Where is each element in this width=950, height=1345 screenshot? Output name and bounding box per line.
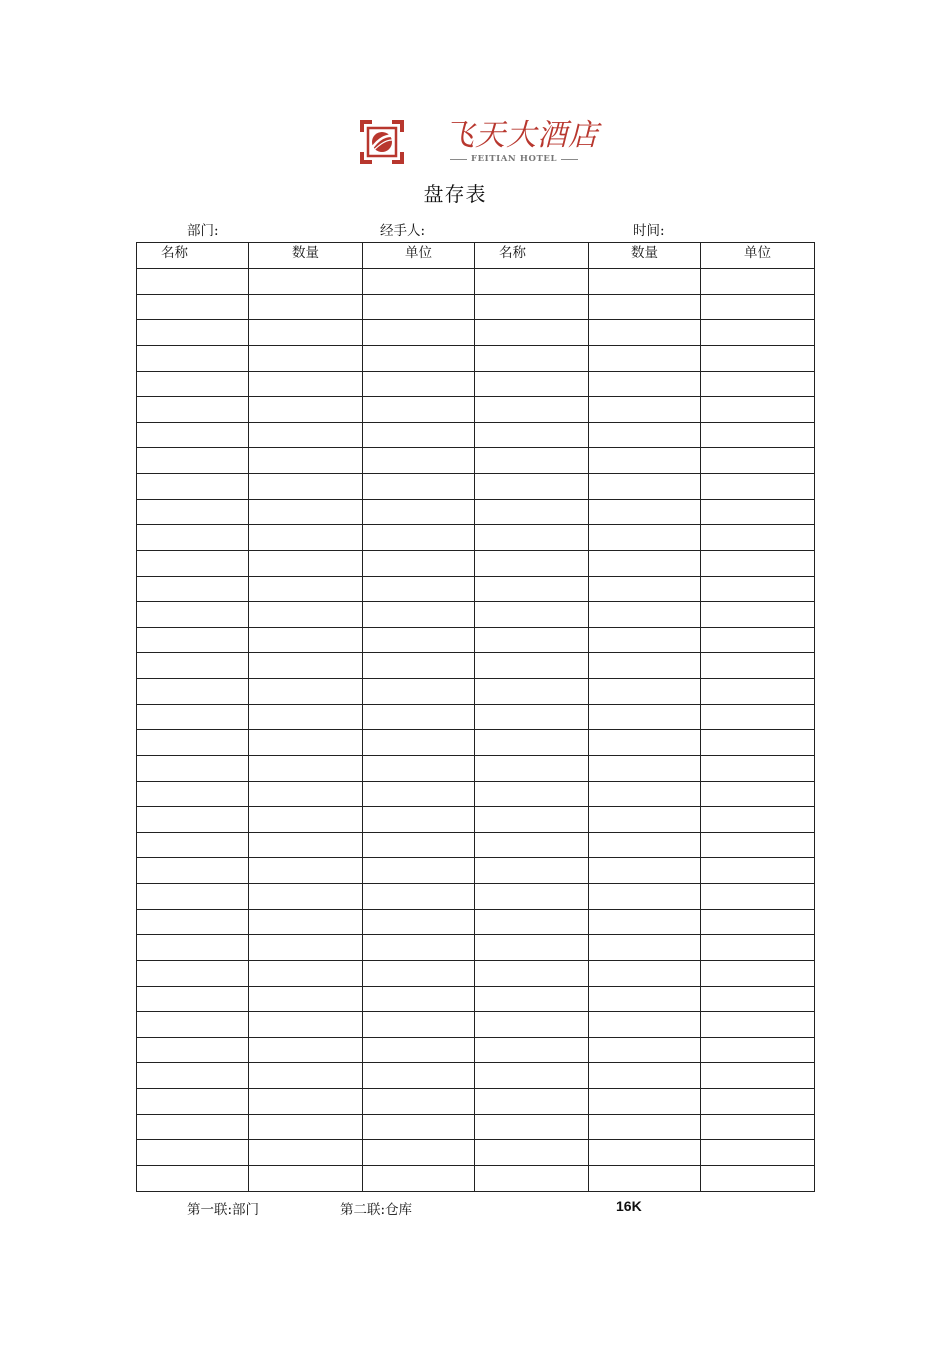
table-cell[interactable] xyxy=(589,755,701,781)
table-cell[interactable] xyxy=(475,909,589,935)
table-cell[interactable] xyxy=(589,704,701,730)
table-cell[interactable] xyxy=(249,755,363,781)
table-cell[interactable] xyxy=(137,935,249,961)
table-cell[interactable] xyxy=(475,269,589,295)
table-header-row xyxy=(137,243,815,269)
table-cell[interactable] xyxy=(475,884,589,910)
table-cell[interactable] xyxy=(137,1140,249,1166)
table-cell[interactable] xyxy=(701,1114,815,1140)
table-cell[interactable] xyxy=(701,909,815,935)
table-row xyxy=(137,576,815,602)
table-cell[interactable] xyxy=(363,832,475,858)
table-cell[interactable] xyxy=(249,397,363,423)
table-cell[interactable] xyxy=(475,1165,589,1191)
table-cell[interactable] xyxy=(249,884,363,910)
table-cell[interactable] xyxy=(475,653,589,679)
table-cell[interactable] xyxy=(249,935,363,961)
table-cell[interactable] xyxy=(249,1165,363,1191)
table-cell[interactable] xyxy=(589,884,701,910)
table-cell[interactable] xyxy=(137,653,249,679)
table-cell[interactable] xyxy=(475,474,589,500)
table-cell[interactable] xyxy=(363,320,475,346)
table-row xyxy=(137,397,815,423)
table-cell[interactable] xyxy=(589,1037,701,1063)
table-cell[interactable] xyxy=(137,986,249,1012)
table-cell[interactable] xyxy=(363,1037,475,1063)
table-row xyxy=(137,602,815,628)
table-cell[interactable] xyxy=(249,1012,363,1038)
table-cell[interactable] xyxy=(249,960,363,986)
table-cell[interactable] xyxy=(475,807,589,833)
table-cell[interactable] xyxy=(249,807,363,833)
table-row xyxy=(137,704,815,730)
table-cell[interactable] xyxy=(137,1165,249,1191)
column-header-unit-2: 单位 xyxy=(701,243,815,269)
table-cell[interactable] xyxy=(475,1063,589,1089)
table-cell[interactable] xyxy=(701,269,815,295)
table-cell[interactable] xyxy=(701,474,815,500)
logo-rule-left xyxy=(450,159,467,160)
table-row xyxy=(137,1012,815,1038)
table-cell[interactable] xyxy=(137,679,249,705)
table-cell[interactable] xyxy=(701,1165,815,1191)
table-cell[interactable] xyxy=(589,294,701,320)
table-cell[interactable] xyxy=(701,499,815,525)
table-cell[interactable] xyxy=(137,960,249,986)
table-cell[interactable] xyxy=(363,858,475,884)
table-cell[interactable] xyxy=(363,653,475,679)
table-cell[interactable] xyxy=(249,1089,363,1115)
table-cell[interactable] xyxy=(701,1140,815,1166)
table-cell[interactable] xyxy=(475,448,589,474)
table-row xyxy=(137,858,815,884)
table-cell[interactable] xyxy=(589,474,701,500)
table-cell[interactable] xyxy=(475,320,589,346)
table-cell[interactable] xyxy=(589,371,701,397)
table-cell[interactable] xyxy=(589,1089,701,1115)
table-cell[interactable] xyxy=(363,550,475,576)
table-cell[interactable] xyxy=(137,345,249,371)
table-cell[interactable] xyxy=(701,294,815,320)
table-cell[interactable] xyxy=(701,960,815,986)
table-cell[interactable] xyxy=(701,679,815,705)
table-cell[interactable] xyxy=(363,499,475,525)
table-cell[interactable] xyxy=(363,781,475,807)
table-row xyxy=(137,474,815,500)
table-cell[interactable] xyxy=(137,269,249,295)
table-row xyxy=(137,448,815,474)
table-cell[interactable] xyxy=(589,345,701,371)
table-cell[interactable] xyxy=(589,781,701,807)
table-cell[interactable] xyxy=(475,627,589,653)
table-cell[interactable] xyxy=(137,884,249,910)
table-row xyxy=(137,679,815,705)
table-row xyxy=(137,320,815,346)
table-cell[interactable] xyxy=(475,550,589,576)
table-cell[interactable] xyxy=(701,1063,815,1089)
table-cell[interactable] xyxy=(363,1089,475,1115)
table-cell[interactable] xyxy=(589,269,701,295)
table-cell[interactable] xyxy=(249,499,363,525)
table-cell[interactable] xyxy=(137,525,249,551)
handler-label: 经手人: xyxy=(380,223,426,239)
table-cell[interactable] xyxy=(701,858,815,884)
table-cell[interactable] xyxy=(249,474,363,500)
table-cell[interactable] xyxy=(249,1037,363,1063)
table-cell[interactable] xyxy=(363,474,475,500)
table-row xyxy=(137,1037,815,1063)
table-cell[interactable] xyxy=(589,320,701,346)
table-cell[interactable] xyxy=(363,1114,475,1140)
table-row xyxy=(137,653,815,679)
table-cell[interactable] xyxy=(701,935,815,961)
table-cell[interactable] xyxy=(589,627,701,653)
table-cell[interactable] xyxy=(475,1140,589,1166)
table-cell[interactable] xyxy=(475,755,589,781)
column-header-name-1: 名称 xyxy=(137,243,249,269)
table-row xyxy=(137,422,815,448)
table-row xyxy=(137,755,815,781)
table-cell[interactable] xyxy=(475,294,589,320)
table-cell[interactable] xyxy=(249,1140,363,1166)
table-cell[interactable] xyxy=(137,858,249,884)
table-cell[interactable] xyxy=(475,832,589,858)
table-cell[interactable] xyxy=(137,422,249,448)
table-cell[interactable] xyxy=(363,807,475,833)
table-cell[interactable] xyxy=(701,371,815,397)
table-cell[interactable] xyxy=(363,371,475,397)
department-label: 部门: xyxy=(187,223,219,239)
table-cell[interactable] xyxy=(475,1089,589,1115)
time-label: 时间: xyxy=(633,223,665,239)
table-cell[interactable] xyxy=(249,781,363,807)
table-cell[interactable] xyxy=(475,397,589,423)
paper-size-label: 16K xyxy=(616,1198,642,1214)
table-cell[interactable] xyxy=(589,832,701,858)
table-cell[interactable] xyxy=(475,858,589,884)
table-cell[interactable] xyxy=(701,397,815,423)
table-cell[interactable] xyxy=(589,499,701,525)
table-cell[interactable] xyxy=(589,730,701,756)
table-cell[interactable] xyxy=(137,550,249,576)
table-cell[interactable] xyxy=(137,397,249,423)
table-cell[interactable] xyxy=(589,960,701,986)
table-cell[interactable] xyxy=(701,576,815,602)
table-cell[interactable] xyxy=(363,627,475,653)
table-cell[interactable] xyxy=(363,704,475,730)
hotel-emblem-icon xyxy=(358,118,406,166)
table-cell[interactable] xyxy=(589,448,701,474)
table-cell[interactable] xyxy=(137,730,249,756)
table-cell[interactable] xyxy=(137,1012,249,1038)
table-cell[interactable] xyxy=(701,422,815,448)
footer-copy-2: 第二联:仓库 xyxy=(340,1202,413,1218)
table-cell[interactable] xyxy=(137,448,249,474)
table-cell[interactable] xyxy=(475,730,589,756)
table-cell[interactable] xyxy=(137,832,249,858)
table-cell[interactable] xyxy=(249,320,363,346)
table-cell[interactable] xyxy=(363,602,475,628)
table-cell[interactable] xyxy=(701,448,815,474)
table-cell[interactable] xyxy=(137,909,249,935)
table-cell[interactable] xyxy=(475,371,589,397)
table-cell[interactable] xyxy=(363,269,475,295)
table-cell[interactable] xyxy=(137,499,249,525)
table-cell[interactable] xyxy=(249,269,363,295)
table-cell[interactable] xyxy=(701,1012,815,1038)
table-cell[interactable] xyxy=(589,653,701,679)
table-cell[interactable] xyxy=(363,884,475,910)
table-cell[interactable] xyxy=(701,781,815,807)
table-cell[interactable] xyxy=(363,960,475,986)
table-cell[interactable] xyxy=(363,1012,475,1038)
table-cell[interactable] xyxy=(589,1012,701,1038)
column-header-qty-1: 数量 xyxy=(249,243,363,269)
table-row xyxy=(137,884,815,910)
table-cell[interactable] xyxy=(589,1114,701,1140)
table-cell[interactable] xyxy=(475,576,589,602)
table-cell[interactable] xyxy=(137,755,249,781)
table-cell[interactable] xyxy=(137,1089,249,1115)
table-cell[interactable] xyxy=(589,550,701,576)
logo-rule-right xyxy=(561,159,578,160)
table-cell[interactable] xyxy=(589,1140,701,1166)
table-cell[interactable] xyxy=(475,960,589,986)
table-cell[interactable] xyxy=(363,1140,475,1166)
table-cell[interactable] xyxy=(475,1037,589,1063)
table-cell[interactable] xyxy=(363,755,475,781)
table-row xyxy=(137,294,815,320)
table-cell[interactable] xyxy=(249,1063,363,1089)
table-cell[interactable] xyxy=(363,1165,475,1191)
table-cell[interactable] xyxy=(589,679,701,705)
table-cell[interactable] xyxy=(363,986,475,1012)
table-cell[interactable] xyxy=(701,525,815,551)
table-cell[interactable] xyxy=(701,884,815,910)
table-cell[interactable] xyxy=(249,602,363,628)
table-cell[interactable] xyxy=(363,397,475,423)
table-cell[interactable] xyxy=(475,602,589,628)
table-cell[interactable] xyxy=(249,653,363,679)
table-row xyxy=(137,832,815,858)
table-cell[interactable] xyxy=(249,832,363,858)
table-cell[interactable] xyxy=(589,1063,701,1089)
table-cell[interactable] xyxy=(137,704,249,730)
table-cell[interactable] xyxy=(701,320,815,346)
table-cell[interactable] xyxy=(137,320,249,346)
table-row xyxy=(137,730,815,756)
table-cell[interactable] xyxy=(137,474,249,500)
table-cell[interactable] xyxy=(475,422,589,448)
table-row xyxy=(137,627,815,653)
hotel-logo xyxy=(358,118,599,168)
table-cell[interactable] xyxy=(589,576,701,602)
table-cell[interactable] xyxy=(249,704,363,730)
table-cell[interactable] xyxy=(249,448,363,474)
table-cell[interactable] xyxy=(363,525,475,551)
table-row xyxy=(137,960,815,986)
table-row xyxy=(137,935,815,961)
table-row xyxy=(137,1140,815,1166)
table-cell[interactable] xyxy=(589,935,701,961)
table-cell[interactable] xyxy=(363,576,475,602)
table-cell[interactable] xyxy=(701,807,815,833)
table-row xyxy=(137,525,815,551)
table-cell[interactable] xyxy=(589,422,701,448)
table-row xyxy=(137,781,815,807)
table-cell[interactable] xyxy=(249,1114,363,1140)
table-row xyxy=(137,807,815,833)
table-cell[interactable] xyxy=(363,730,475,756)
column-header-qty-2: 数量 xyxy=(589,243,701,269)
table-cell[interactable] xyxy=(137,576,249,602)
table-cell[interactable] xyxy=(137,371,249,397)
table-cell[interactable] xyxy=(589,858,701,884)
table-cell[interactable] xyxy=(137,627,249,653)
table-cell[interactable] xyxy=(475,986,589,1012)
table-cell[interactable] xyxy=(701,986,815,1012)
table-cell[interactable] xyxy=(249,986,363,1012)
table-cell[interactable] xyxy=(249,679,363,705)
table-cell[interactable] xyxy=(589,1165,701,1191)
table-cell[interactable] xyxy=(701,345,815,371)
table-cell[interactable] xyxy=(475,345,589,371)
table-cell[interactable] xyxy=(249,576,363,602)
table-cell[interactable] xyxy=(137,807,249,833)
form-title: 盘存表 xyxy=(423,182,487,206)
table-row xyxy=(137,909,815,935)
table-cell[interactable] xyxy=(137,1063,249,1089)
table-row xyxy=(137,1114,815,1140)
table-cell[interactable] xyxy=(475,499,589,525)
table-cell[interactable] xyxy=(137,1114,249,1140)
hotel-name-en-row xyxy=(450,152,578,166)
table-cell[interactable] xyxy=(249,730,363,756)
table-cell[interactable] xyxy=(249,909,363,935)
column-header-name-2: 名称 xyxy=(475,243,589,269)
table-cell[interactable] xyxy=(475,781,589,807)
table-row xyxy=(137,550,815,576)
table-cell[interactable] xyxy=(475,1114,589,1140)
table-cell[interactable] xyxy=(363,1063,475,1089)
table-cell[interactable] xyxy=(589,602,701,628)
table-cell[interactable] xyxy=(475,704,589,730)
table-row xyxy=(137,986,815,1012)
table-cell[interactable] xyxy=(701,627,815,653)
table-cell[interactable] xyxy=(249,294,363,320)
table-cell[interactable] xyxy=(701,755,815,781)
table-cell[interactable] xyxy=(701,1037,815,1063)
table-cell[interactable] xyxy=(701,1089,815,1115)
table-cell[interactable] xyxy=(137,781,249,807)
table-cell[interactable] xyxy=(589,909,701,935)
hotel-name-cn: 飞天大酒店 xyxy=(444,118,599,153)
table-cell[interactable] xyxy=(701,550,815,576)
table-row xyxy=(137,1063,815,1089)
table-row xyxy=(137,1165,815,1191)
table-cell[interactable] xyxy=(363,294,475,320)
table-cell[interactable] xyxy=(589,986,701,1012)
table-cell[interactable] xyxy=(249,627,363,653)
table-cell[interactable] xyxy=(701,704,815,730)
table-cell[interactable] xyxy=(589,397,701,423)
inventory-table xyxy=(136,242,815,1192)
table-body xyxy=(137,269,815,1192)
hotel-name-en: FEITIAN HOTEL xyxy=(470,154,558,164)
footer-copy-1: 第一联:部门 xyxy=(187,1202,260,1218)
table-cell[interactable] xyxy=(249,525,363,551)
table-row xyxy=(137,269,815,295)
table-cell[interactable] xyxy=(363,909,475,935)
table-cell[interactable] xyxy=(701,730,815,756)
table-cell[interactable] xyxy=(475,679,589,705)
column-header-unit-1: 单位 xyxy=(363,243,475,269)
table-cell[interactable] xyxy=(249,422,363,448)
table-cell[interactable] xyxy=(475,525,589,551)
table-row xyxy=(137,345,815,371)
table-cell[interactable] xyxy=(363,935,475,961)
table-row xyxy=(137,499,815,525)
table-cell[interactable] xyxy=(249,345,363,371)
table-cell[interactable] xyxy=(589,807,701,833)
table-cell[interactable] xyxy=(137,602,249,628)
table-cell[interactable] xyxy=(249,371,363,397)
table-cell[interactable] xyxy=(475,935,589,961)
table-cell[interactable] xyxy=(363,422,475,448)
table-cell[interactable] xyxy=(363,679,475,705)
table-row xyxy=(137,371,815,397)
table-cell[interactable] xyxy=(249,858,363,884)
table-cell[interactable] xyxy=(363,448,475,474)
table-cell[interactable] xyxy=(701,832,815,858)
table-cell[interactable] xyxy=(701,602,815,628)
table-cell[interactable] xyxy=(249,550,363,576)
table-cell[interactable] xyxy=(589,525,701,551)
table-row xyxy=(137,1089,815,1115)
table-cell[interactable] xyxy=(137,1037,249,1063)
table-cell[interactable] xyxy=(701,653,815,679)
table-cell[interactable] xyxy=(363,345,475,371)
table-cell[interactable] xyxy=(475,1012,589,1038)
table-cell[interactable] xyxy=(137,294,249,320)
